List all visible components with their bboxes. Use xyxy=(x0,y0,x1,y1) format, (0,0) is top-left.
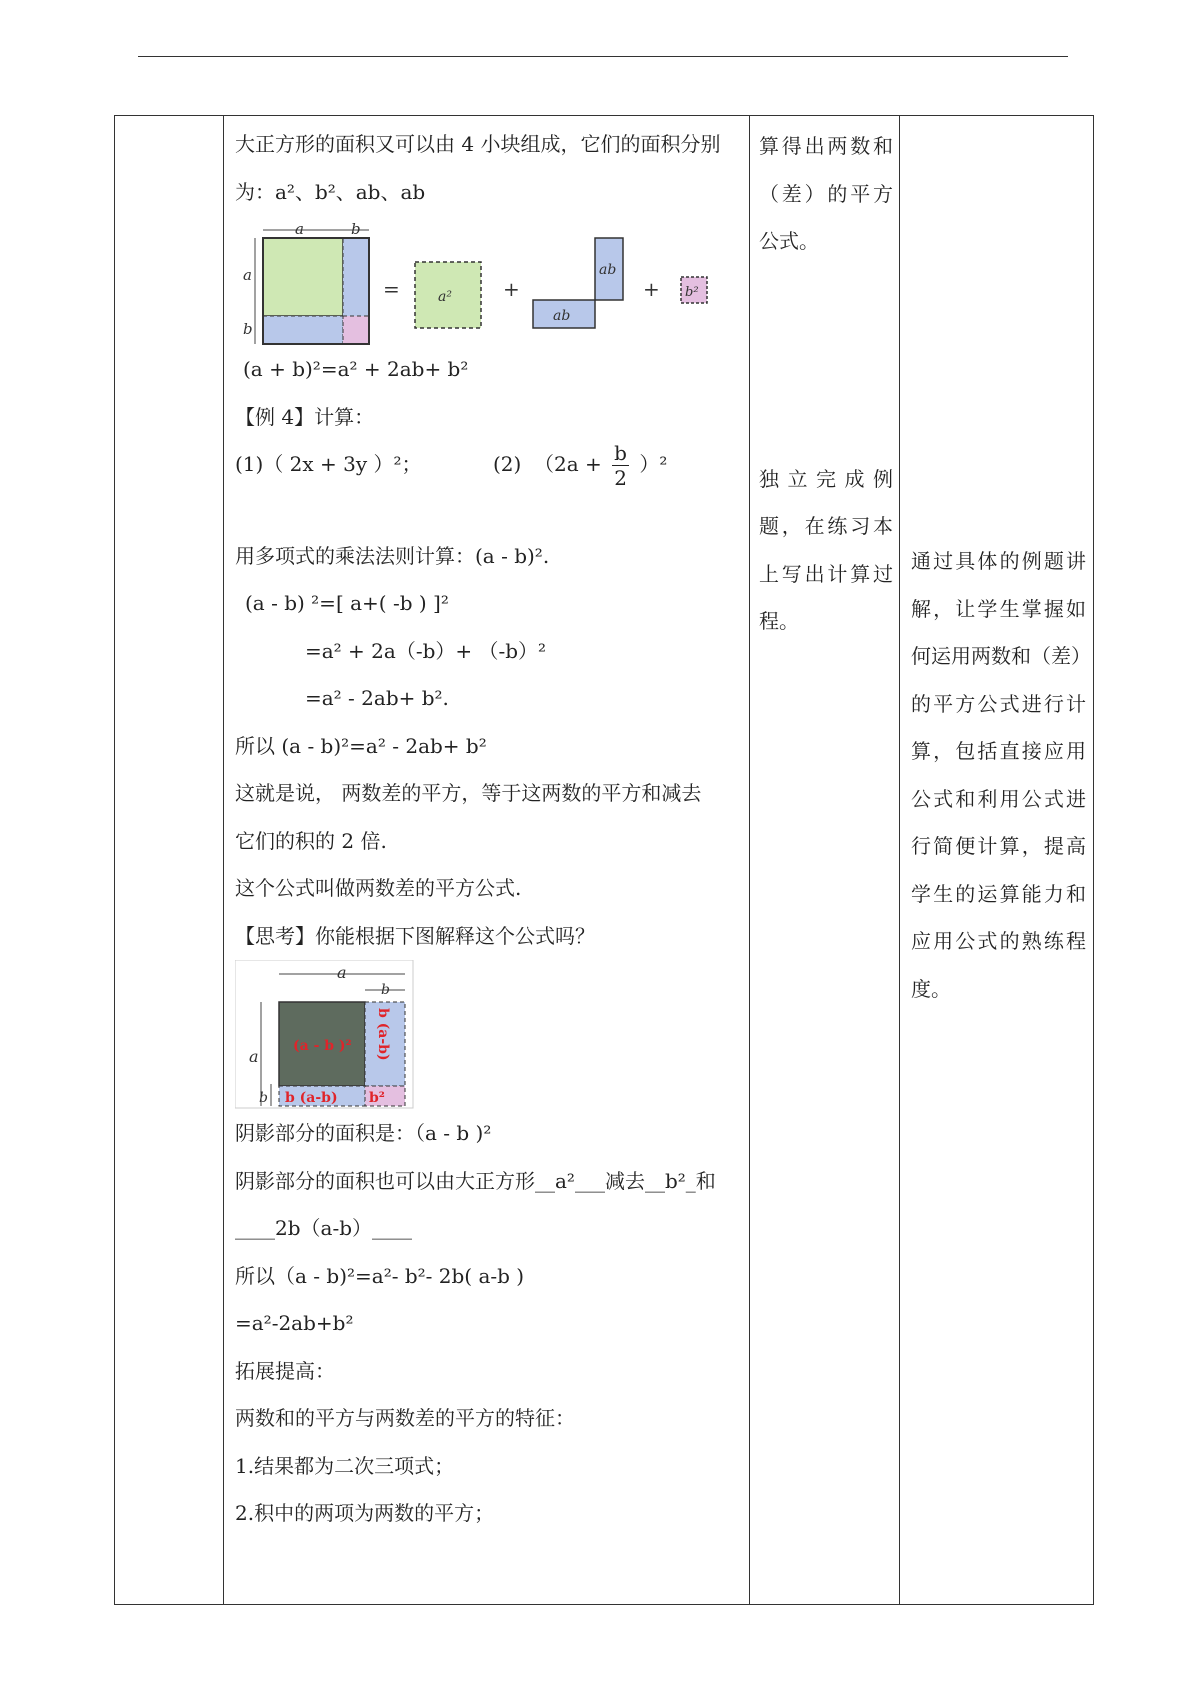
label-right-strip: b (a-b) xyxy=(375,1008,391,1061)
region-b-squared xyxy=(343,316,369,344)
text-line: 阴影部分的面积也可以由大正方形__a²___减去__b²_和 xyxy=(235,1168,716,1193)
text-line: 所以 (a - b)²=a² - 2ab+ b² xyxy=(235,733,487,758)
region-ab-right xyxy=(343,238,369,316)
piece-label: ab xyxy=(553,308,571,324)
piece-label: ab xyxy=(599,262,617,278)
piece-label: a² xyxy=(438,289,452,305)
square-sum-figure xyxy=(235,216,741,346)
text-line: ____2b（a-b）____ xyxy=(235,1216,413,1240)
header-rule xyxy=(138,56,1068,57)
label-a-top: a xyxy=(295,220,304,238)
region-ab-bottom xyxy=(263,316,343,344)
equals-sign: = xyxy=(383,277,400,301)
square-sum-diagram xyxy=(235,216,741,346)
section-heading: 拓展提高： xyxy=(235,1358,335,1383)
derivation-step: (a - b) ²=[ a+( -b ) ]² xyxy=(245,591,449,615)
text-line: 独立完成例 xyxy=(759,466,893,491)
teaching-content-cell xyxy=(223,115,749,1538)
piece-label: b² xyxy=(685,285,699,300)
text-line: 度。 xyxy=(911,976,951,1001)
text-line: 这个公式叫做两数差的平方公式. xyxy=(235,876,522,900)
text-line: 何运用两数和（差） xyxy=(911,644,1091,668)
list-item: 1.结果都为二次三项式； xyxy=(235,1453,455,1478)
think-prompt: 【思考】你能根据下图解释这个公式吗？ xyxy=(235,923,595,948)
text-line: 公式和利用公式进 xyxy=(911,786,1086,811)
text-line: 解，让学生掌握如 xyxy=(911,596,1086,621)
square-difference-figure xyxy=(235,960,741,1110)
list-item: 2.积中的两项为两数的平方； xyxy=(235,1501,495,1525)
label-corner: b² xyxy=(369,1090,385,1106)
text-line: 这就是说， 两数差的平方，等于这两数的平方和减去 xyxy=(235,781,702,805)
text-line: 算得出两数和 xyxy=(759,134,893,158)
fraction-denominator: 2 xyxy=(614,466,627,490)
fraction-numerator: b xyxy=(614,441,627,465)
label-difference-squared: (a - b )² xyxy=(293,1038,352,1054)
formula-line: (a + b)²=a² + 2ab+ b² xyxy=(243,357,469,381)
label-a-left: a xyxy=(249,1047,259,1066)
fraction xyxy=(612,441,629,490)
text-line: 用多项式的乘法法则计算：(a - b)². xyxy=(235,543,550,568)
text-line: 学生的运算能力和 xyxy=(911,881,1086,906)
label-b-top: b xyxy=(351,220,361,238)
text-line: 上写出计算过 xyxy=(759,561,893,586)
text-line: 题，在练习本 xyxy=(759,514,893,538)
text-line: 通过具体的例题讲 xyxy=(911,549,1086,573)
example-questions xyxy=(235,441,741,489)
text-line: 程。 xyxy=(759,609,799,633)
question-1: (1)（ 2x + 3y ）²； xyxy=(235,452,422,476)
text-line: 公式。 xyxy=(759,229,819,253)
plus-sign: + xyxy=(643,277,660,301)
question-2-text: (2) （2a + xyxy=(493,452,602,476)
label-b-top: b xyxy=(381,982,390,998)
design-intent-cell xyxy=(899,115,1094,1013)
label-bottom-strip: b (a-b) xyxy=(285,1090,338,1106)
text-line: 大正方形的面积又可以由 4 小块组成，它们的面积分别 xyxy=(235,132,721,156)
text-line: 阴影部分的面积是：（a - b )² xyxy=(235,1121,492,1145)
label-a-top: a xyxy=(337,963,347,982)
region-a-squared xyxy=(263,238,343,316)
text-line: （差）的平方 xyxy=(759,181,893,206)
question-2 xyxy=(493,441,667,490)
text-line: 应用公式的熟练程 xyxy=(911,929,1086,953)
question-2-suffix: ）² xyxy=(639,452,668,476)
plus-sign: + xyxy=(503,277,520,301)
student-activity-cell xyxy=(749,115,899,646)
text-line: 行简便计算，提高 xyxy=(911,834,1086,858)
label-b-left: b xyxy=(259,1090,268,1106)
derivation-step: =a² + 2a（-b）+ （-b）² xyxy=(305,638,547,663)
text-line: =a²-2ab+b² xyxy=(235,1311,354,1335)
label-a-left: a xyxy=(243,266,252,284)
text-line: 两数和的平方与两数差的平方的特征： xyxy=(235,1406,575,1430)
label-b-left: b xyxy=(243,320,253,338)
text-line: 算，包括直接应用 xyxy=(911,739,1086,763)
text-line: 它们的积的 2 倍. xyxy=(235,828,387,853)
example-title: 【例 4】计算： xyxy=(235,404,375,429)
text-line: 所以（a - b)²=a²- b²- 2b( a-b ) xyxy=(235,1263,525,1288)
derivation-step: =a² - 2ab+ b². xyxy=(305,686,449,710)
text-line: 的平方公式进行计 xyxy=(911,691,1086,716)
text-line: 为：a²、b²、ab、ab xyxy=(235,179,426,204)
square-difference-diagram xyxy=(235,960,415,1110)
